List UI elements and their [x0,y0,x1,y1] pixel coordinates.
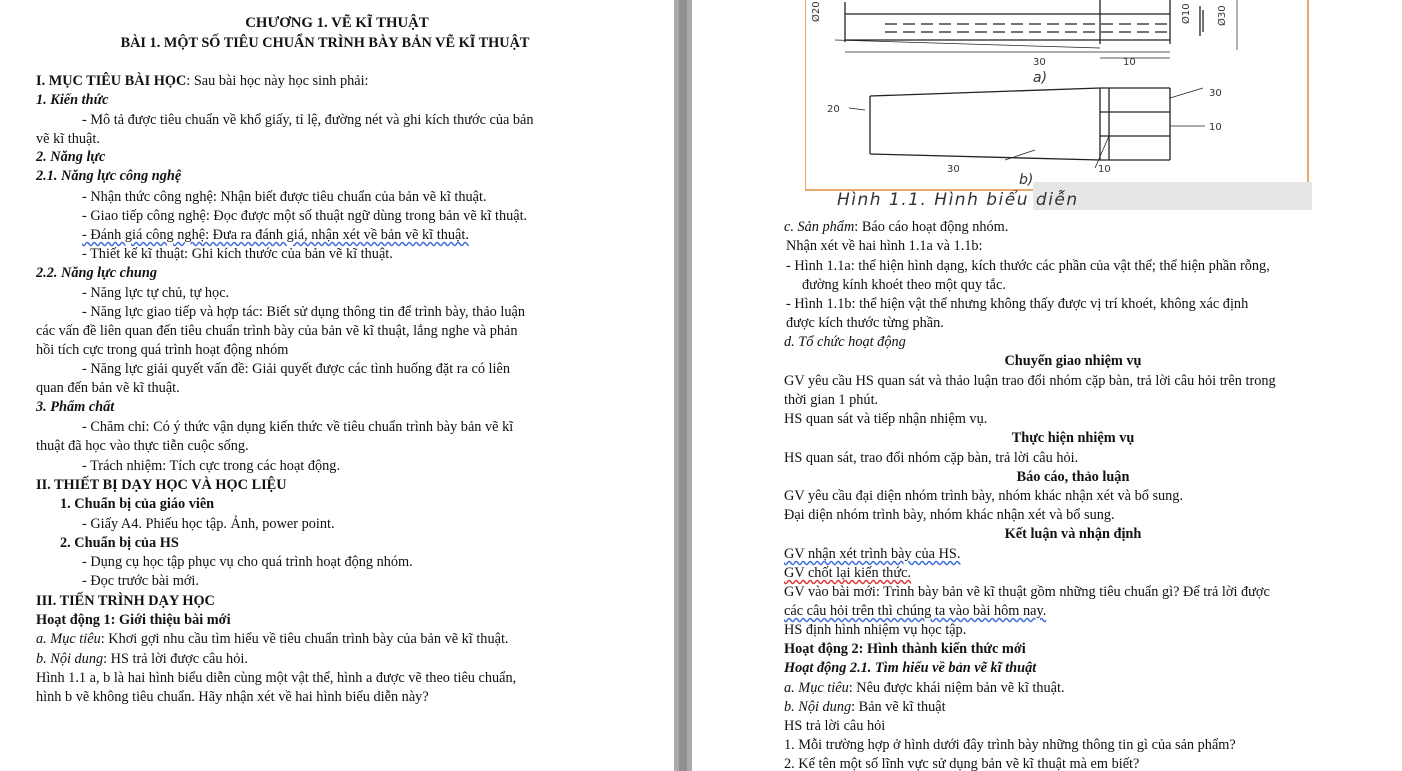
general-item-3-line1: - Năng lực giải quyết vấn đề: Giải quyết được các tình huống đặt ra có liên [82,361,510,377]
activity21-goal-text: : Nêu được khái niệm bản vẽ kĩ thuật. [848,680,1065,696]
activity1-goal-text: : Khơi gợi nhu cầu tìm hiểu về tiêu chuẩn trình bày của bản vẽ kĩ thuật. [100,631,509,647]
activity21-line1: HS trả lời câu hỏi [784,718,886,734]
step3-heading: Báo cáo, thảo luận [1016,469,1130,485]
activity1-content-text: : HS trả lời được câu hỏi. [103,651,248,667]
tech-item-1: - Nhận thức công nghệ: Nhận biết được tiêu chuẩn của bản vẽ kĩ thuật. [82,189,487,205]
dim-a-diam-10: Ø10 [1181,3,1192,24]
quality-2: - Trách nhiệm: Tích cực trong các hoạt động. [82,458,341,474]
activity21-content-text: : Bản vẽ kĩ thuật [851,699,946,715]
step4-line1: GV nhận xét trình bày của HS. [784,546,961,562]
equipment-heading: II. THIẾT BỊ DẠY HỌC VÀ HỌC LIỆU [36,477,287,493]
figure-svg [805,0,1312,212]
step2-heading: Thực hiện nhiệm vụ [1011,430,1135,446]
dim-b-10-bottom: 10 [1098,164,1111,175]
chapter-title: CHƯƠNG 1. VẼ KĨ THUẬT [245,15,429,31]
organize-label: d. Tổ chức hoạt động [784,334,906,350]
teacher-prep-item: - Giấy A4. Phiếu học tập. Ảnh, power point. [82,516,335,532]
dim-b-20: 20 [827,104,840,115]
step1-line1: GV yêu cầu HS quan sát và thảo luận trao đổi nhóm cặp bàn, trả lời câu hỏi trên trong [784,373,1276,389]
dim-a-length-30: 30 [1033,57,1046,68]
quality-1-line1: - Chăm chỉ: Có ý thức vận dụng kiến thức về tiêu chuẩn trình bày bản vẽ kĩ [82,419,514,435]
knowledge-heading: 1. Kiến thức [36,92,109,108]
activity1-content-label: b. Nội dung [36,651,104,667]
activity21-heading: Hoạt động 2.1. Tìm hiểu về bản vẽ kĩ thuật [784,660,1037,676]
activity2-heading: Hoạt động 2: Hình thành kiến thức mới [784,641,1026,657]
drawing-b [849,88,1205,168]
left-document-page[interactable] [0,0,674,771]
tech-item-2: - Giao tiếp công nghệ: Đọc được một số thuật ngữ dùng trong bản vẽ kĩ thuật. [82,208,528,224]
step1-heading: Chuyển giao nhiệm vụ [1004,353,1142,369]
dim-a-length-10: 10 [1123,57,1136,68]
drawing-a [835,0,1237,58]
step4-line3: GV vào bài mới: Trình bày bản vẽ kĩ thuật gồm những tiêu chuẩn gì? Để trả lời được [784,584,1270,600]
step2-line1: HS quan sát, trao đổi nhóm cặp bàn, trả lời câu hỏi. [784,450,1079,466]
knowledge-line1: - Mô tả được tiêu chuẩn về khổ giấy, tỉ lệ, đường nét và ghi kích thước của bản [82,112,534,128]
objectives-heading: I. MỤC TIÊU BÀI HỌC [36,73,187,89]
knowledge-line2: vẽ kĩ thuật. [36,131,100,147]
right-document-page[interactable] [692,0,1402,771]
step4-line2: GV chốt lại kiến thức. [784,565,911,581]
product-line [784,218,1008,236]
quality-1-line2: thuật đã học vào thực tiễn cuộc sống. [36,438,249,454]
activity21-content-label: b. Nội dung [784,699,852,715]
tech-item-3: - Đánh giá công nghệ: Đưa ra đánh giá, nhận xét về bản vẽ kĩ thuật. [82,227,469,243]
activity1-desc-line2: hình b vẽ không tiêu chuẩn. Hãy nhận xét về hai hình biểu diễn này? [36,689,429,705]
label-a: a) [1033,70,1048,86]
comment-a-line2: đường kính khoét theo một quy tắc. [802,277,1006,293]
product-text: : Báo cáo hoạt động nhóm. [854,219,1009,235]
step4-line4: các câu hỏi trên thì chúng ta vào bài hôm nay. [784,603,1047,619]
step1-line3: HS quan sát và tiếp nhận nhiệm vụ. [784,411,988,427]
comment-intro: Nhận xét về hai hình 1.1a và 1.1b: [786,238,983,254]
general-competence-heading: 2.2. Năng lực chung [36,265,157,281]
comment-b-line1: - Hình 1.1b: thể hiện vật thể nhưng không thấy được vị trí khoét, không xác định [786,296,1249,312]
tech-competence-heading: 2.1. Năng lực công nghệ [36,168,182,184]
general-item-2-line2: các vấn đề liên quan đến tiêu chuẩn trình bày của bản vẽ kĩ thuật, lắng nghe và phản [36,323,518,339]
qualities-heading: 3. Phẩm chất [36,399,115,415]
general-item-2-line1: - Năng lực giao tiếp và hợp tác: Biết sử dụng thông tin để trình bày, thảo luận [82,304,526,320]
figure-caption: Hình 1.1. Hình biểu diễn [837,190,1079,210]
step3-line1: GV yêu cầu đại diện nhóm trình bày, nhóm khác nhận xét và bổ sung. [784,488,1184,504]
step4-heading: Kết luận và nhận định [1004,526,1142,542]
dim-a-diam-30: Ø30 [1217,5,1228,26]
step1-line2: thời gian 1 phút. [784,392,879,408]
student-prep-item-2: - Đọc trước bài mới. [82,573,199,589]
activity1-goal [36,630,509,648]
objectives-intro: : Sau bài học này học sinh phải: [186,73,369,89]
activity21-question-2: 2. Kể tên một số lĩnh vực sử dụng bản vẽ kĩ thuật mà em biết? [784,756,1140,771]
activity21-question-1: 1. Mỗi trường hợp ở hình dưới đây trình bày những thông tin gì của sản phẩm? [784,737,1236,753]
comment-a-line1: - Hình 1.1a: thể hiện hình dạng, kích thước các phần của vật thể; thể hiện phần rỗng, [786,258,1270,274]
activity21-goal [784,679,1065,697]
activity1-content [36,650,248,668]
general-item-3-line2: quan đến bản vẽ kĩ thuật. [36,380,180,396]
general-item-1: - Năng lực tự chủ, tự học. [82,285,230,301]
page-gutter [674,0,692,771]
teacher-prep-heading: 1. Chuẩn bị của giáo viên [60,496,215,512]
label-b: b) [1019,172,1034,188]
process-heading: III. TIẾN TRÌNH DẠY HỌC [36,593,215,609]
lesson-title: BÀI 1. MỘT SỐ TIÊU CHUẨN TRÌNH BÀY BẢN VẼ KĨ THUẬT [120,35,530,51]
tech-item-4: - Thiết kế kĩ thuật: Ghi kích thước của bản vẽ kĩ thuật. [82,246,393,262]
comment-b-line2: được kích thước từng phần. [786,315,944,331]
dim-b-30-top: 30 [1209,88,1222,99]
general-item-2-line3: hồi tích cực trong quá trình hoạt động nhóm [36,342,289,358]
dim-b-10-right: 10 [1209,122,1222,133]
dim-b-30-bottom: 30 [947,164,960,175]
activity21-content [784,698,946,716]
competence-heading: 2. Năng lực [36,149,106,165]
student-prep-item-1: - Dụng cụ học tập phục vụ cho quá trình hoạt động nhóm. [82,554,413,570]
figure-1-1-technical-drawing [805,0,1312,212]
student-prep-heading: 2. Chuẩn bị của HS [60,535,179,551]
step3-line2: Đại diện nhóm trình bày, nhóm khác nhận xét và bổ sung. [784,507,1115,523]
activity21-goal-label: a. Mục tiêu [784,680,849,696]
activity1-desc-line1: Hình 1.1 a, b là hai hình biểu diễn cùng một vật thể, hình a được vẽ theo tiêu chuẩn, [36,670,517,686]
product-label: c. Sản phẩm [784,219,855,235]
dim-a-diam-20: Ø20 [811,1,822,22]
step4-line5: HS định hình nhiệm vụ học tập. [784,622,967,638]
objectives-line [36,72,369,90]
activity1-heading: Hoạt động 1: Giới thiệu bài mới [36,612,231,628]
activity1-goal-label: a. Mục tiêu [36,631,101,647]
gutter-shadow [679,0,687,771]
